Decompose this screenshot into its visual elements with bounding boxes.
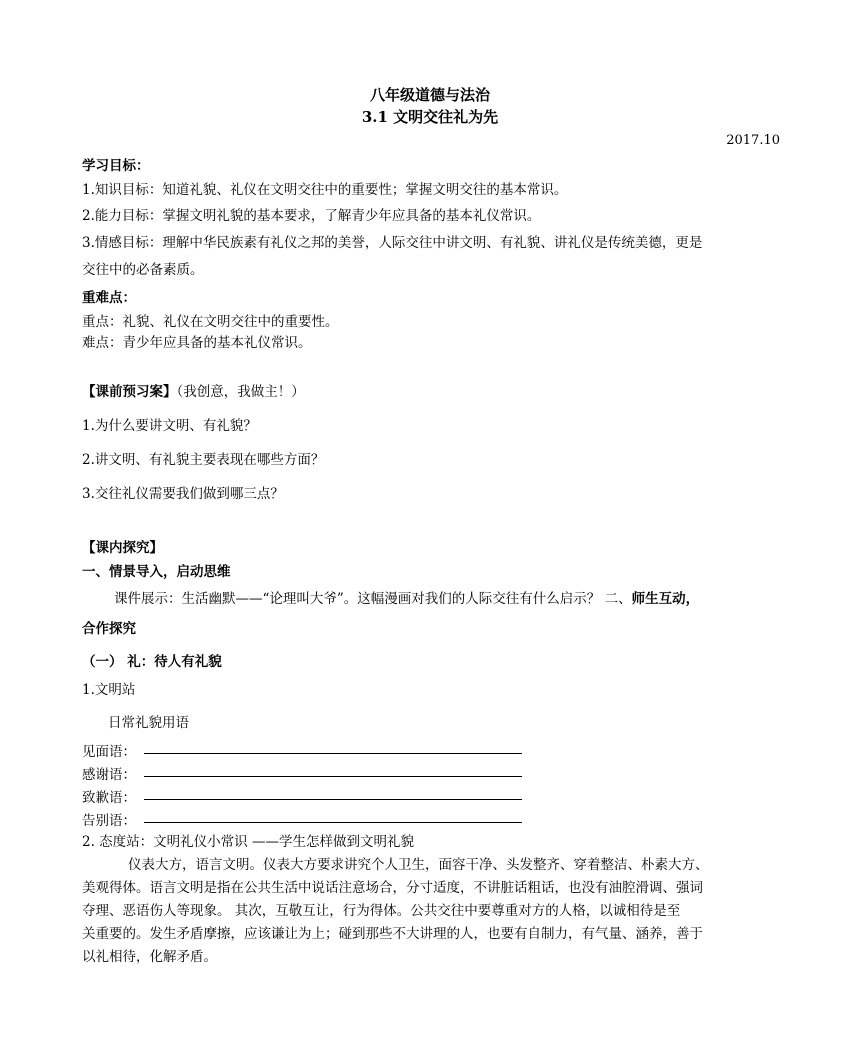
doc-date: 2017.10 (726, 133, 780, 148)
key-point: 重点：礼貌、礼仪在文明交往中的重要性。 (82, 314, 339, 330)
fill-blank-apology[interactable] (144, 799, 522, 800)
fill-blank-greeting[interactable] (144, 753, 522, 754)
objective-ability: 2.能力目标：掌握文明礼貌的基本要求，了解青少年应具备的基本礼仪常识。 (82, 208, 541, 224)
courseware-show-line (114, 587, 699, 607)
fill-blank-farewell[interactable] (144, 822, 522, 823)
paragraph-line-3: 夺理、恶语伤人等现象。 其次，互敬互让，行为得体。公共交往中要尊重对方的人格，以诚相待是至 (82, 903, 681, 919)
difficult-point: 难点：青少年应具备的基本礼仪常识。 (82, 335, 312, 351)
sub-section-courtesy: （一） 礼：待人有礼貌 (82, 654, 222, 670)
lesson-title: 3.1 文明交往礼为先 (361, 108, 499, 126)
paragraph-line-4: 关重要的。发生矛盾摩擦，应该谦让为上；碰到那些不大讲理的人，也要有自制力，有气量、涵养，善于 (82, 926, 703, 942)
paragraph-line-5: 以礼相待，化解矛盾。 (82, 949, 217, 965)
preview-heading: 【课前预习案】 (82, 384, 177, 400)
fill-label-apology: 致歉语： (82, 790, 136, 806)
station-attitude: 2. 态度站：文明礼仪小常识 ——学生怎样做到文明礼貌 (82, 834, 414, 850)
preview-question-1: 1.为什么要讲文明、有礼貌？ (82, 418, 257, 434)
objective-knowledge: 1.知识目标：知道礼貌、礼仪在文明交往中的重要性；掌握文明交往的基本常识。 (82, 182, 568, 198)
fill-label-greeting: 见面语： (82, 744, 136, 760)
fill-label-farewell: 告别语： (82, 813, 136, 829)
fill-blank-thanks[interactable] (144, 776, 522, 777)
inclass-heading: 【课内探究】 (82, 540, 163, 556)
objective-emotion-line1: 3.情感目标：理解中华民族素有礼仪之邦的美誉，人际交往中讲文明、有礼貌、讲礼仪是传统美德，更是 (82, 235, 703, 251)
doc-title: 八年级道德与法治 (369, 86, 490, 104)
paragraph-line-2: 美观得体。语言文明是指在公共生活中说话注意场合，分寸适度，不讲脏话粗话，也没有油腔滑调、强词 (82, 880, 703, 896)
preview-question-2: 2.讲文明、有礼貌主要表现在哪些方面？ (82, 452, 325, 468)
section-interaction-part1: 师生互动， (631, 591, 700, 607)
daily-phrases-label: 日常礼貌用语 (108, 715, 189, 731)
fill-label-thanks: 感谢语： (82, 767, 136, 783)
paragraph-line-1: 仪表大方，语言文明。仪表大方要求讲究个人卫生，面容干净、头发整齐、穿着整洁、朴素大方、 (128, 857, 709, 873)
courseware-show-text: 课件展示：生活幽默——“论理叫大爷”。这幅漫画对我们的人际交往有什么启示？ 二、 (114, 591, 632, 607)
station-civility: 1.文明站 (82, 682, 136, 698)
objective-emotion-line2: 交往中的必备素质。 (82, 262, 204, 278)
section-situation-intro: 一、情景导入，启动思维 (82, 564, 231, 580)
section-interaction-part2: 合作探究 (82, 621, 136, 637)
preview-heading-row (82, 380, 305, 400)
preview-question-3: 3.交往礼仪需要我们做到哪三点？ (82, 486, 284, 502)
preview-heading-note: （我创意，我做主！） (176, 384, 305, 400)
key-points-heading: 重难点： (82, 290, 136, 306)
objectives-heading: 学习目标： (82, 158, 150, 174)
